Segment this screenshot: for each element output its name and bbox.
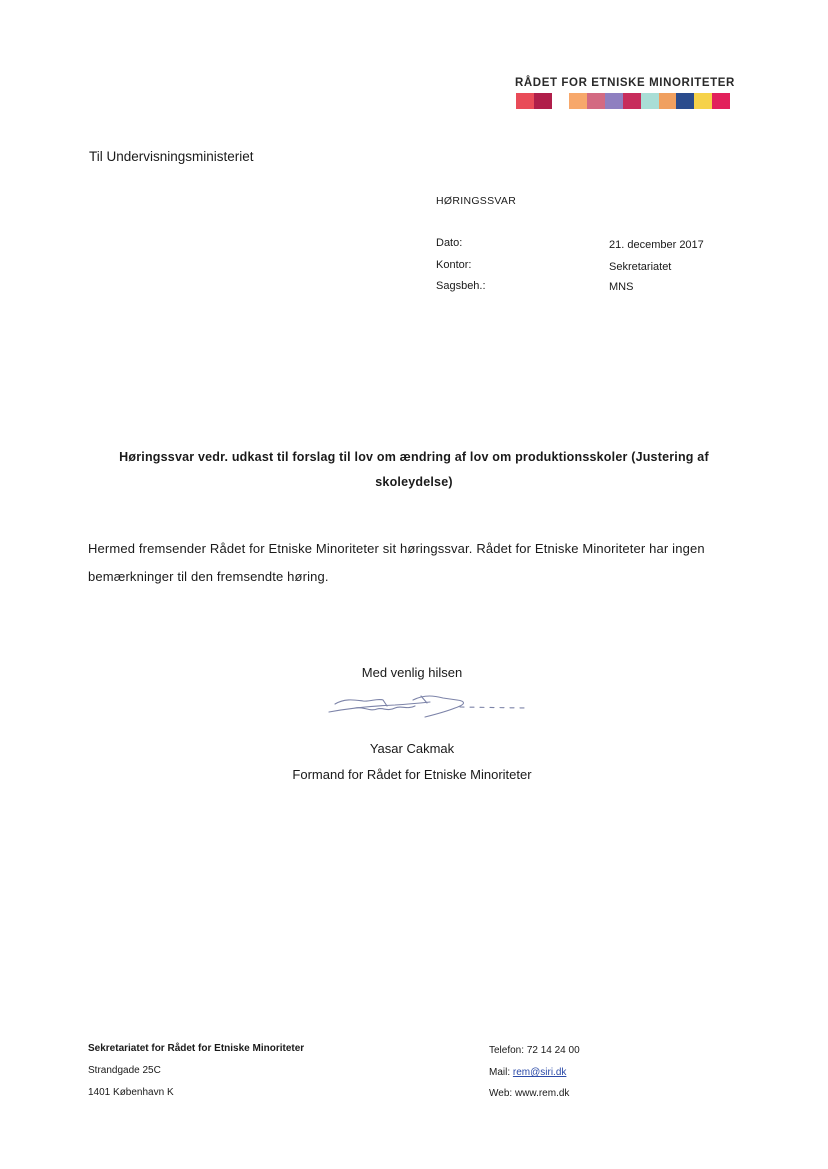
logo-color-segment [641,93,659,109]
phone-value: 72 14 24 00 [526,1045,580,1056]
phone-label: Telefon: [489,1045,525,1056]
footer-city: 1401 København K [88,1087,174,1098]
subject-heading: Høringssvar vedr. udkast til forslag til lov om ændring af lov om produktionsskoler (Justering af skoleydelse) [119,450,709,489]
handwritten-signature [325,688,525,722]
logo-color-segment [534,93,552,109]
date-value: 21. december 2017 [609,239,704,251]
logo-color-segment [712,93,730,109]
web-link[interactable]: www.rem.dk [514,1088,570,1099]
case-handler-label: Sagsbeh.: [436,280,486,292]
footer-mail [489,1067,566,1078]
logo-color-segment [587,93,605,109]
document-type-label: HØRINGSSVAR [436,195,517,207]
logo-color-segment [552,93,570,109]
closing-greeting: Med venlig hilsen [361,665,463,680]
logo-color-segment [605,93,623,109]
mail-link[interactable]: rem@siri.dk [512,1067,567,1078]
footer-phone [489,1045,580,1056]
office-value: Sekretariatet [609,261,672,273]
date-label: Dato: [436,237,463,249]
footer-street: Strandgade 25C [88,1065,161,1076]
logo-color-segment [676,93,694,109]
footer-org-name: Sekretariatet for Rådet for Etniske Minoriteter [88,1043,305,1054]
logo-color-segment [623,93,641,109]
logo-color-segment [694,93,712,109]
signer-name: Yasar Cakmak [369,741,455,756]
logo-color-segment [516,93,534,109]
case-handler-value: MNS [609,281,634,293]
logo-color-segment [569,93,587,109]
mail-label: Mail: [489,1067,511,1078]
footer-web [489,1088,569,1099]
logo-text: RÅDET FOR ETNISKE MINORITETER [515,77,735,89]
logo-color-segment [659,93,677,109]
signer-title: Formand for Rådet for Etniske Minoriteter [292,767,532,782]
logo-color-bar [516,93,730,109]
body-paragraph: Hermed fremsender Rådet for Etniske Minoriteter sit høringssvar. Rådet for Etniske Minoriteter har ingen bemærkninger til den fremsendte høring. [88,541,705,584]
recipient: Til Undervisningsministeriet [89,149,254,164]
web-label: Web: [489,1088,513,1099]
office-label: Kontor: [436,259,472,271]
